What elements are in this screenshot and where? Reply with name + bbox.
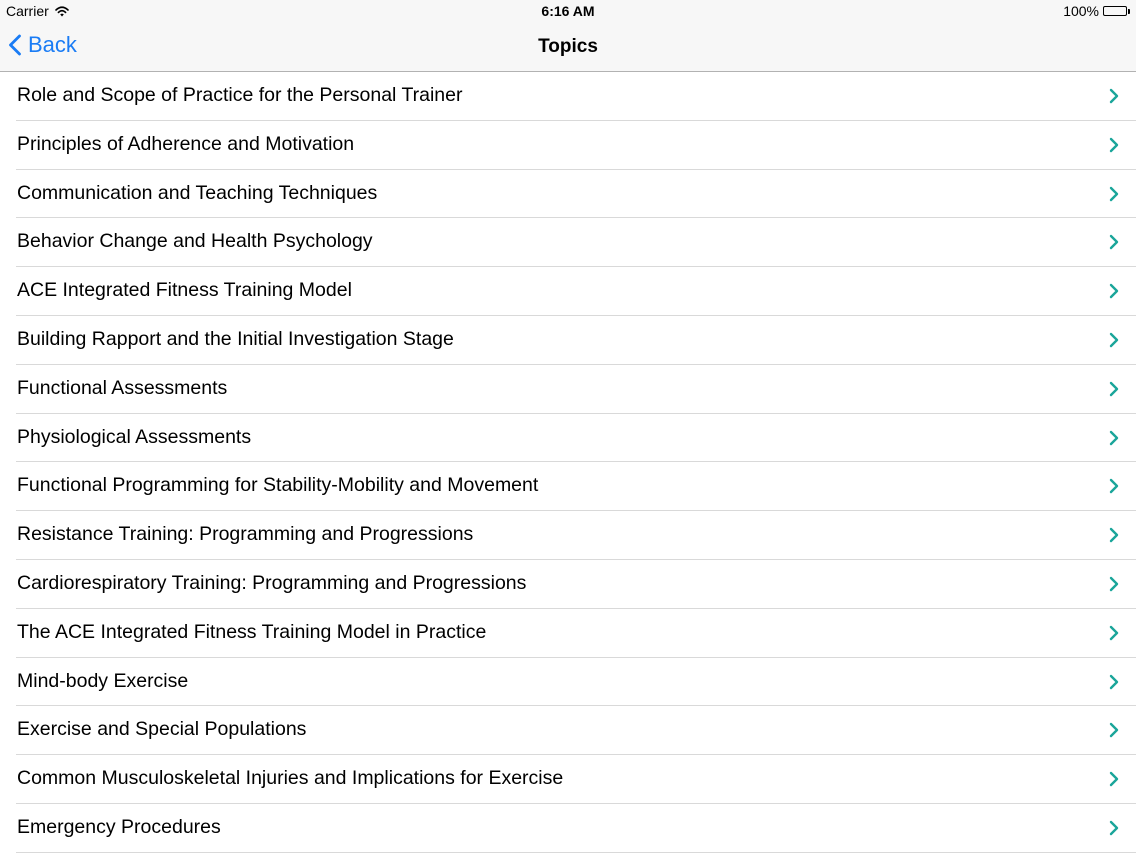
- list-item[interactable]: [0, 414, 1136, 463]
- chevron-right-icon: [1108, 625, 1120, 641]
- chevron-right-icon: [1108, 137, 1120, 153]
- topic-label: The ACE Integrated Fitness Training Model in Practice: [17, 620, 487, 643]
- topic-label: Building Rapport and the Initial Investigation Stage: [17, 327, 454, 350]
- list-item[interactable]: [0, 72, 1136, 121]
- list-item[interactable]: [0, 658, 1136, 707]
- chevron-right-icon: [1108, 234, 1120, 250]
- topic-label: Functional Programming for Stability-Mobility and Movement: [17, 474, 539, 497]
- list-item[interactable]: [0, 267, 1136, 316]
- topic-label: Functional Assessments: [17, 376, 228, 399]
- list-item[interactable]: [0, 609, 1136, 658]
- chevron-right-icon: [1108, 430, 1120, 446]
- topic-label: Emergency Procedures: [17, 815, 221, 838]
- carrier-label: Carrier: [6, 3, 49, 19]
- list-item[interactable]: [0, 365, 1136, 414]
- topic-label: Principles of Adherence and Motivation: [17, 132, 355, 155]
- chevron-right-icon: [1108, 332, 1120, 348]
- chevron-right-icon: [1108, 576, 1120, 592]
- topic-label: Physiological Assessments: [17, 425, 252, 448]
- topic-label: Communication and Teaching Techniques: [17, 181, 378, 204]
- chevron-right-icon: [1108, 283, 1120, 299]
- chevron-right-icon: [1108, 527, 1120, 543]
- topic-label: Mind-body Exercise: [17, 669, 189, 692]
- chevron-right-icon: [1108, 674, 1120, 690]
- battery-percent: 100%: [1063, 3, 1099, 19]
- chevron-right-icon: [1108, 381, 1120, 397]
- list-item[interactable]: [0, 462, 1136, 511]
- topic-label: Exercise and Special Populations: [17, 718, 307, 741]
- page-title: Topics: [538, 36, 598, 57]
- topic-label: Behavior Change and Health Psychology: [17, 230, 373, 253]
- chevron-right-icon: [1108, 722, 1120, 738]
- topic-list: [0, 72, 1136, 853]
- list-item[interactable]: [0, 218, 1136, 267]
- chevron-right-icon: [1108, 771, 1120, 787]
- topic-label: ACE Integrated Fitness Training Model: [17, 279, 352, 302]
- status-time: 6:16 AM: [541, 3, 595, 19]
- chevron-right-icon: [1108, 478, 1120, 494]
- list-item[interactable]: [0, 755, 1136, 804]
- topic-label: Cardiorespiratory Training: Programming and Progressions: [17, 571, 527, 594]
- list-item[interactable]: [0, 511, 1136, 560]
- topic-label: Resistance Training: Programming and Progressions: [17, 523, 474, 546]
- status-bar: [0, 0, 1136, 22]
- battery-indicator: [1063, 3, 1130, 19]
- topic-label: Common Musculoskeletal Injuries and Implications for Exercise: [17, 767, 564, 790]
- chevron-right-icon: [1108, 186, 1120, 202]
- list-item[interactable]: [0, 804, 1136, 853]
- list-item[interactable]: [0, 121, 1136, 170]
- topic-label: Role and Scope of Practice for the Personal Trainer: [17, 84, 463, 106]
- chevron-right-icon: [1108, 88, 1120, 104]
- battery-icon: [1103, 6, 1130, 16]
- list-item[interactable]: [0, 706, 1136, 755]
- navigation-bar: [0, 22, 1136, 72]
- chevron-right-icon: [1108, 820, 1120, 836]
- back-label: Back: [28, 32, 77, 57]
- list-item[interactable]: [0, 316, 1136, 365]
- list-item[interactable]: [0, 170, 1136, 219]
- list-item[interactable]: [0, 560, 1136, 609]
